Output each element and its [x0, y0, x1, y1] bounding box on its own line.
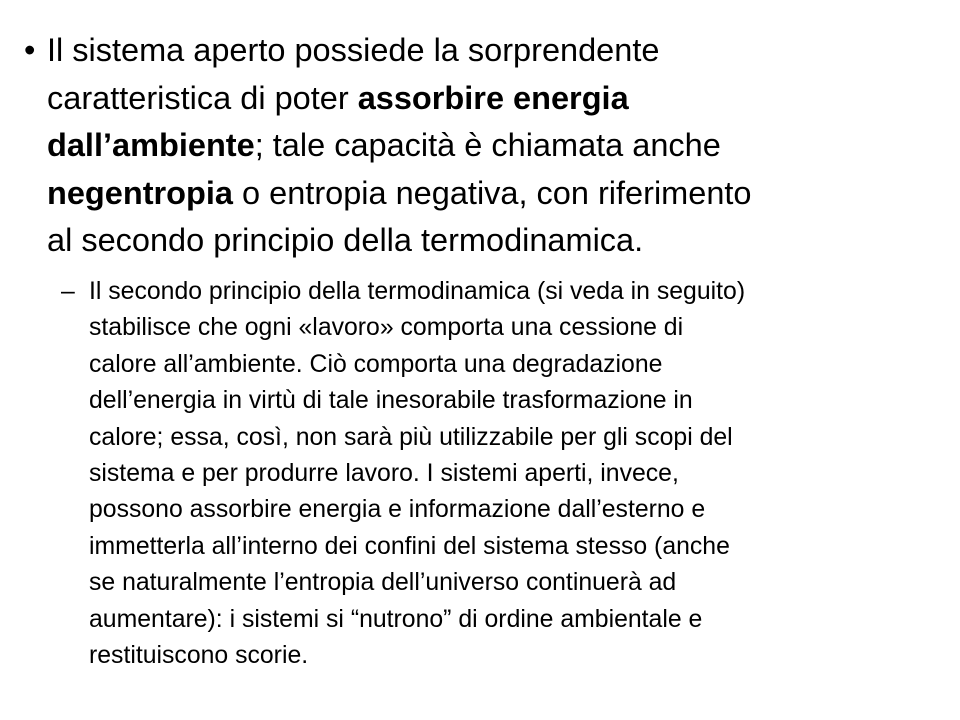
sub-bullet-line: Il secondo principio della termodinamica (si veda in seguito): [89, 278, 746, 305]
sub-bullet-line: se naturalmente l’entropia dell’universo continuerà ad: [89, 569, 677, 597]
sub-bullet-line: sistema e per produrre lavoro. I sistemi aperti, invece,: [89, 460, 679, 488]
bold-text-run: assorbire energia: [357, 79, 629, 116]
main-bullet-line: [47, 217, 934, 265]
sub-bullet-marker: –: [61, 278, 75, 305]
bold-text-run: negentropia: [47, 174, 233, 211]
bold-text-run: dall’ambiente: [47, 127, 255, 163]
text-run: o entropia negativa, con riferimento: [233, 174, 752, 211]
sub-bullet-line: stabilisce che ogni «lavoro» comporta una cessione di: [89, 314, 684, 342]
sub-bullet-line: possono assorbire energia e informazione dall’esterno e: [89, 496, 706, 524]
sub-bullet-line: calore; essa, così, non sarà più utilizzabile per gli scopi del: [89, 423, 733, 451]
text-run: caratteristica di poter: [47, 79, 358, 116]
sub-bullet-line: immetterla all’interno dei confini del sistema stesso (anche: [89, 532, 730, 560]
text-run: ; tale capacità è chiamata anche: [254, 127, 721, 163]
main-bullet-line: [47, 75, 934, 123]
bullet-marker: •: [24, 32, 36, 68]
sub-bullet: [61, 274, 941, 674]
sub-bullet-line: dell’energia in virtù di tale inesorabile trasformazione in: [89, 387, 693, 415]
main-bullet-line: [47, 27, 934, 75]
main-bullet-line: [47, 170, 934, 218]
sub-bullet-text: [89, 274, 941, 674]
main-bullet-line: [47, 122, 934, 170]
main-bullet-text: [47, 27, 934, 265]
main-bullet: [24, 27, 934, 265]
text-run: al secondo principio della termodinamica.: [47, 222, 644, 258]
sub-bullet-line: aumentare): i sistemi si “nutrono” di ordine ambientale e: [89, 605, 703, 633]
sub-bullet-line: restituiscono scorie.: [89, 642, 309, 670]
text-run: Il sistema aperto possiede la sorprendente: [47, 32, 660, 68]
sub-bullet-line: calore all’ambiente. Ciò comporta una degradazione: [89, 350, 663, 378]
